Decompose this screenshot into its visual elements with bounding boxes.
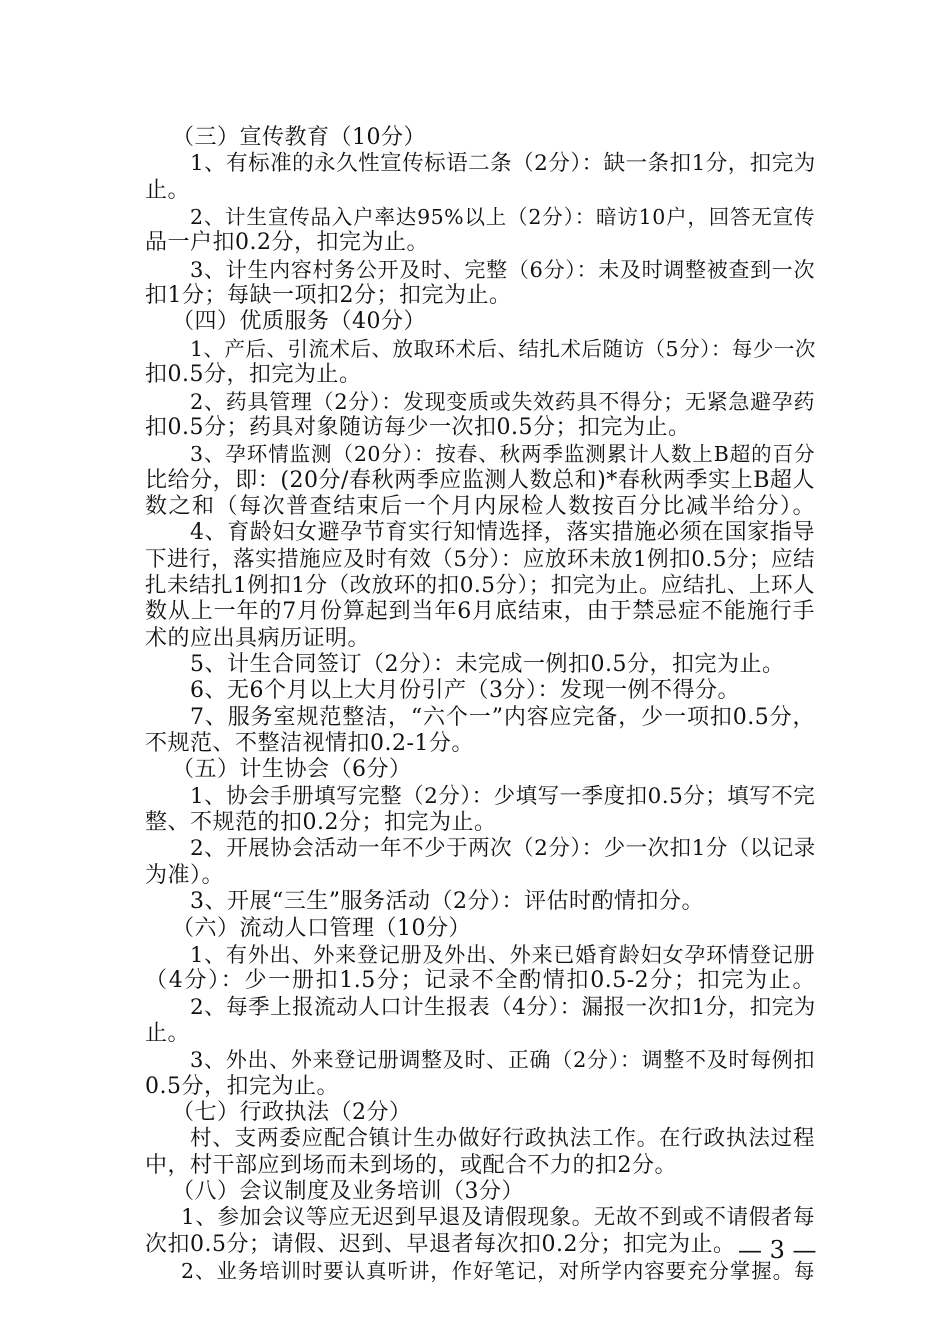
text-line: 3、外出、外来登记册调整及时、正确（2分）：调整不及时每例扣 (190, 1048, 815, 1073)
text-line: 2、计生宣传品入户率达95%以上（2分）：暗访10户，回答无宣传 (190, 205, 815, 230)
text-line: 7、服务室规范整洁，“六个一”内容应完备，少一项扣0.5分， (190, 704, 815, 730)
text-line: 数之和（每次普查结束后一个月内尿检人数按百分比减半给分）。 (145, 493, 815, 519)
text-line: 品一户扣0.2分，扣完为止。 (145, 230, 429, 256)
text-line: 3、孕环情监测（20分）：按春、秋两季监测累计人数上B超的百分 (190, 442, 815, 467)
text-line: 3、计生内容村务公开及时、完整（6分）：未及时调整被查到一次 (190, 257, 815, 282)
text-line: （八）会议制度及业务培训（3分） (172, 1179, 524, 1204)
text-line: （七）行政执法（2分） (172, 1099, 412, 1125)
text-line: 中，村干部应到场而未到场的，或配合不力的扣2分。 (145, 1152, 677, 1178)
text-line: 1、参加会议等应无迟到早退及请假现象。无故不到或不请假者每 (181, 1205, 815, 1231)
text-line: 0.5分，扣完为止。 (145, 1073, 339, 1099)
text-line: 扣1分；每缺一项扣2分；扣完为止。 (145, 283, 512, 309)
text-line: 下进行，落实措施应及时有效（5分）：应放环未放1例扣0.5分；应结 (145, 546, 815, 572)
text-line: 比给分，即：(20分/春秋两季应监测人数总和)*春秋两季实上B超人 (145, 467, 815, 493)
text-line: 1、产后、引流术后、放取环术后、结扎术后随访（5分）：每少一次 (190, 336, 816, 361)
text-line: （五）计生协会（6分） (172, 757, 412, 783)
text-line: 扣0.5分，扣完为止。 (145, 362, 362, 388)
text-line: 不规范、不整洁视情扣0.2-1分。 (145, 731, 474, 757)
text-line: 4、育龄妇女避孕节育实行知情选择，落实措施必须在国家指导 (190, 520, 815, 546)
text-line: 3、开展“三生”服务活动（2分）：评估时酌情扣分。 (190, 889, 704, 915)
text-line: 数从上一年的7月份算起到当年6月底结束，由于禁忌症不能施行手 (145, 599, 815, 625)
text-line: 扎未结扎1例扣1分（改放环的扣0.5分）；扣完为止。应结扎、上环人 (145, 572, 815, 598)
text-line: 2、业务培训时要认真听讲，作好笔记，对所学内容要充分掌握。每 (181, 1259, 815, 1284)
text-line: 1、协会手册填写完整（2分）：少填写一季度扣0.5分；填写不完 (190, 783, 816, 809)
text-line: 整、不规范的扣0.2分；扣完为止。 (145, 810, 497, 836)
text-line: （六）流动人口管理（10分） (172, 915, 471, 941)
page-number: — 3 — (738, 1236, 817, 1264)
text-line: 6、无6个月以上大月份引产（3分）：发现一例不得分。 (190, 678, 740, 704)
text-line: （三）宣传教育（10分） (172, 125, 426, 150)
text-line: （4分）：少一册扣1.5分；记录不全酌情扣0.5-2分；扣完为止。 (145, 968, 815, 994)
text-line: 2、开展协会活动一年不少于两次（2分）：少一次扣1分（以记录 (190, 836, 816, 862)
text-line: 2、药具管理（2分）：发现变质或失效药具不得分；无紧急避孕药 (190, 389, 815, 414)
text-line: 村、支两委应配合镇计生办做好行政执法工作。在行政执法过程 (190, 1126, 815, 1152)
text-line: 术的应出具病历证明。 (145, 625, 371, 651)
text-line: 2、每季上报流动人口计生报表（4分）：漏报一次扣1分，扣完为 (190, 994, 816, 1020)
text-line: 5、计生合同签订（2分）：未完成一例扣0.5分，扣完为止。 (190, 652, 785, 677)
text-line: 1、有外出、外来登记册及外出、外来已婚育龄妇女孕环情登记册 (190, 942, 815, 967)
text-line: 为准）。 (145, 862, 225, 888)
text-line: 次扣0.5分；请假、迟到、早退者每次扣0.2分；扣完为止。 (145, 1231, 736, 1257)
text-line: 止。 (145, 177, 191, 203)
text-line: （四）优质服务（40分） (172, 309, 426, 335)
text-line: 1、有标准的永久性宣传标语二条（2分）：缺一条扣1分，扣完为 (190, 151, 816, 177)
text-line: 扣0.5分；药具对象随访每少一次扣0.5分；扣完为止。 (145, 414, 691, 440)
text-line: 止。 (145, 1020, 191, 1046)
